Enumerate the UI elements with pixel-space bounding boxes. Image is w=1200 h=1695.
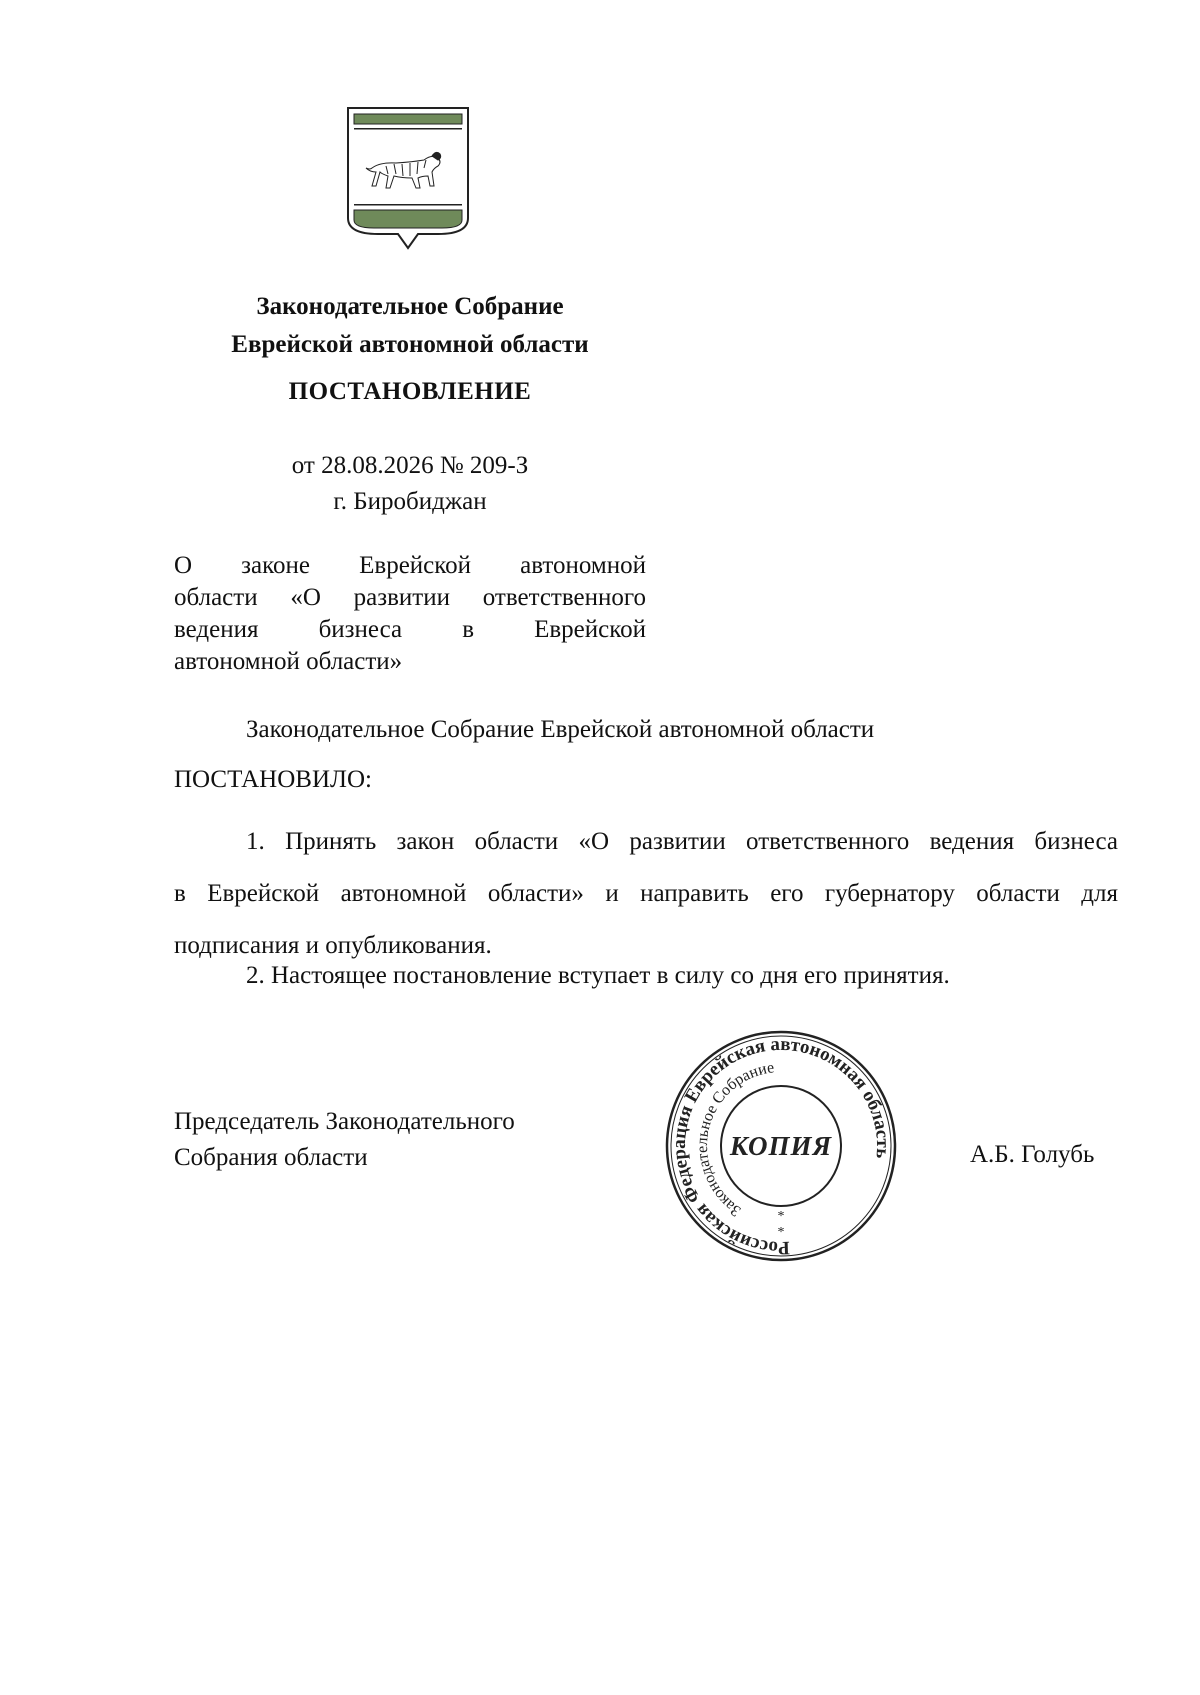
document-type: ПОСТАНОВЛЕНИЕ <box>288 378 532 405</box>
signatory-title-line2: Собрания области <box>174 1144 368 1171</box>
item-1-line-2: в Еврейской автономной области» и направить его губернатору области для <box>174 880 1118 907</box>
decision-heading: ПОСТАНОВИЛО: <box>174 766 372 793</box>
document-number-block <box>180 448 640 520</box>
org-name-line2: Еврейской автономной области <box>231 331 589 358</box>
official-stamp <box>665 1030 897 1262</box>
subject-line-1: О законе Еврейской автономной <box>174 552 646 579</box>
coat-of-arms-emblem <box>346 106 470 254</box>
subject-line-3: ведения бизнеса в Еврейской <box>174 616 646 643</box>
stamp-star-icon: * <box>777 1225 785 1240</box>
stamp-center-text: КОПИЯ <box>729 1131 833 1161</box>
signatory-name: А.Б. Голубь <box>970 1141 1095 1168</box>
stamp-outer-text: Российская Федерация Еврейская автономная область <box>668 1033 894 1259</box>
item-2: 2. Настоящее постановление вступает в силу со дня его принятия. <box>246 962 950 989</box>
stamp-inner-text: Законодательное Собрание <box>693 1059 776 1220</box>
item-1-line-3: подписания и опубликования. <box>174 932 492 959</box>
document-number: от 28.08.2026 № 209-З <box>291 452 529 479</box>
stamp-star-icon: * <box>777 1209 785 1224</box>
item-1 <box>174 816 1118 972</box>
signatory-title <box>174 1104 515 1176</box>
issuing-authority <box>180 288 640 364</box>
document-subject <box>174 550 646 678</box>
signatory-title-line1: Председатель Законодательного <box>174 1108 515 1135</box>
document-city: г. Биробиджан <box>333 488 487 515</box>
preamble: Законодательное Собрание Еврейской автономной области <box>246 716 875 743</box>
item-1-line-1: 1. Принять закон области «О развитии ответственного ведения бизнеса <box>246 828 1118 855</box>
org-name-line1: Законодательное Собрание <box>256 293 564 320</box>
subject-line-2: области «О развитии ответственного <box>174 584 646 611</box>
subject-line-4: автономной области» <box>174 648 403 675</box>
